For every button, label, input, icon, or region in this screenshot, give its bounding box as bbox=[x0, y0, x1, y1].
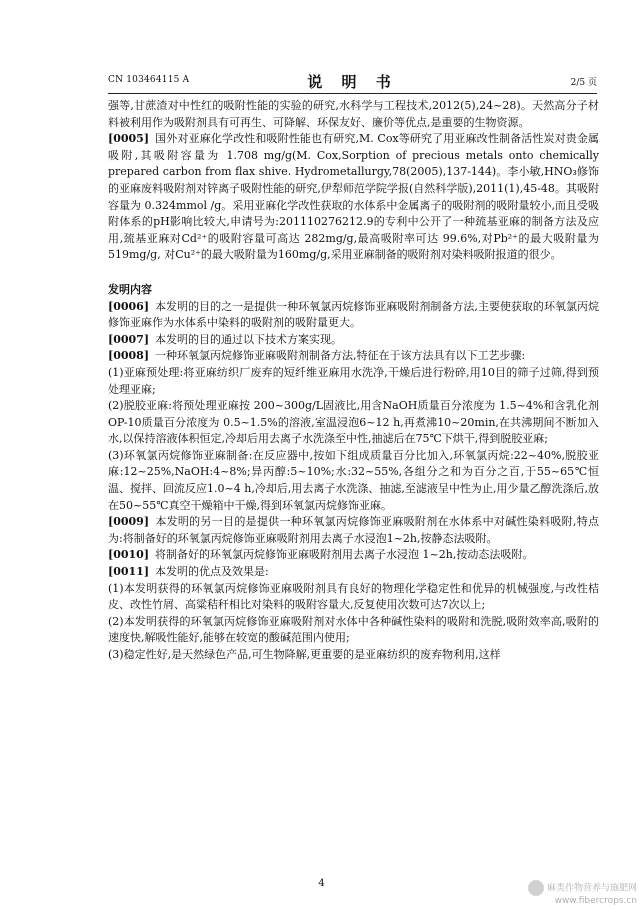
watermark-line2: www.fibercrops.cn bbox=[554, 896, 637, 906]
paragraph-0007 bbox=[108, 332, 599, 349]
paragraph-text: 国外对亚麻化学改性和吸附性能也有研究,M. Cox等研究了用亚麻改性制备活性炭对贵金属吸附,其吸附容量为 1.708 mg/g(M. Cox,Sorption of precious metals onto chemically prepared carbon from flax shive. Hydrometallurgy,78(2005),137-144)。李小敏,HNO₃修饰的亚麻废料吸附剂对锌离子吸附性能的研究,伊犁师范学院学报(自然科学版),2011(1),45-48。其吸附容量为 0.324mmol /g。采用亚麻化学改性获取的水体系中金属离子的吸附剂的吸附量较小,而且受吸附体系的pH影响比较大,申请号为:201110276212.9的专利中公开了一种巯基亚麻的制备方法及应用,巯基亚麻对Cd²⁺的吸附容量可高达 282mg/g,最高吸附率可达 99.6%,对Pb²⁺的最大吸附量为 519mg/g, 对Cu²⁺的最大吸附量为160mg/g,采用亚麻制备的吸附剂对染料吸附报道的很少。 bbox=[108, 132, 599, 262]
watermark-line1: 麻类作物营养与施肥网 bbox=[546, 883, 637, 894]
paragraph-tag: [0008] bbox=[108, 349, 150, 363]
document-title: 说 明 书 bbox=[307, 73, 398, 91]
step-1: (1)亚麻预处理:将亚麻纺织厂废弃的短纤维亚麻用水洗净,干燥后进行粉碎,用10目的筛子过筛,得到预处理亚麻; bbox=[108, 365, 599, 396]
page-indicator: 2/5 页 bbox=[570, 78, 597, 88]
advantage-2: (2)本发明获得的环氧氯丙烷修饰亚麻吸附剂对水体中各种碱性染料的吸附和洗脱,吸附效率高,吸附的速度快,解吸性能好,能够在较宽的酸碱范围内使用; bbox=[108, 614, 599, 645]
paragraph-0008 bbox=[108, 348, 599, 365]
section-gap bbox=[108, 264, 599, 282]
paragraph-continued: 强等,甘蔗渣对中性红的吸附性能的实验的研究,水科学与工程技术,2012(5),24~28)。天然高分子材料被利用作为吸附剂具有可再生、可降解、环保友好、廉价等优点,是重要的生物资源。 bbox=[108, 99, 599, 129]
paragraph-0009 bbox=[108, 514, 599, 547]
paragraph-0010 bbox=[108, 547, 599, 564]
paragraph-text: 本发明的另一目的是提供一种环氧氯丙烷修饰亚麻吸附剂在水体系中对碱性染料吸附,特点为:将制备好的环氧氯丙烷修饰亚麻吸附剂用去离子水浸泡1~2h,按静态法吸附。 bbox=[108, 515, 599, 545]
paragraph-text: 本发明的目的通过以下技术方案实现。 bbox=[155, 332, 343, 346]
paragraph-0006 bbox=[108, 299, 599, 332]
paragraph-0005 bbox=[108, 131, 599, 264]
watermark-logo-icon bbox=[528, 880, 544, 896]
step-2: (2)脱胶亚麻:将预处理亚麻按 200~300g/L固液比,用含NaOH质量百分浓度为 1.5~4%和含乳化剂OP-10质量百分浓度为 0.5~1.5%的溶液,室温浸泡6~12 h,再煮沸10~20min,在共沸期间不断加入水,以保持溶液体积恒定,冷却后用去离子水洗涤至中性,抽滤后在75℃下烘干,得到脱胶亚麻; bbox=[108, 399, 599, 446]
paragraph-text: 将制备好的环氧氯丙烷修饰亚麻吸附剂用去离子水浸泡 1~2h,按动态法吸附。 bbox=[155, 548, 534, 562]
paragraph-text: 一种环氧氯丙烷修饰亚麻吸附剂制备方法,特征在于该方法具有以下工艺步骤: bbox=[155, 349, 526, 363]
document-header bbox=[108, 71, 597, 89]
header-rule bbox=[108, 93, 597, 94]
paragraph-text: 本发明的优点及效果是: bbox=[155, 565, 269, 579]
paragraph-tag: [0011] bbox=[108, 565, 150, 579]
step-3: (3)环氧氯丙烷修饰亚麻制备:在反应器中,按如下组成质量百分比加入,环氧氯丙烷:22~40%,脱胶亚麻:12~25%,NaOH:4~8%;异丙醇:5~10%;水:32~55%,各组分之和为百分之百,于55~65℃恒温、搅拌、回流反应1.0~4 h,冷却后,用去离子水洗涤、抽滤,至滤液呈中性为止,用少量乙醇洗涤后,放在50~55℃真空干燥箱中干燥,得到环氧氯丙烷修饰亚麻。 bbox=[108, 448, 599, 512]
patent-number: CN 103464115 A bbox=[108, 75, 190, 85]
page-number: 4 bbox=[318, 878, 325, 889]
paragraph-0011 bbox=[108, 564, 599, 581]
paragraph-tag: [0009] bbox=[108, 515, 150, 529]
advantage-1: (1)本发明获得的环氧氯丙烷修饰亚麻吸附剂具有良好的物理化学稳定性和优异的机械强度,与改性桔皮、改性竹屑、高粱秸秆相比对染料的吸附容量大,反复使用次数可达7次以上; bbox=[108, 581, 599, 612]
paragraph-text: 本发明的目的之一是提供一种环氧氯丙烷修饰亚麻吸附剂制备方法,主要使获取的环氧氯丙烷修饰亚麻作为水体系中染料的吸附剂的吸附量更大。 bbox=[108, 299, 599, 330]
paragraph-tag: [0010] bbox=[108, 548, 150, 562]
watermark bbox=[528, 880, 637, 907]
paragraph-tag: [0005] bbox=[108, 132, 150, 146]
paragraph-tag: [0007] bbox=[108, 332, 150, 346]
section-title: 发明内容 bbox=[108, 282, 152, 296]
advantage-3: (3)稳定性好,是天然绿色产品,可生物降解,更重要的是亚麻纺织的废弃物利用,这样 bbox=[108, 648, 501, 661]
paragraph-tag: [0006] bbox=[108, 299, 150, 313]
document-body bbox=[108, 98, 599, 664]
